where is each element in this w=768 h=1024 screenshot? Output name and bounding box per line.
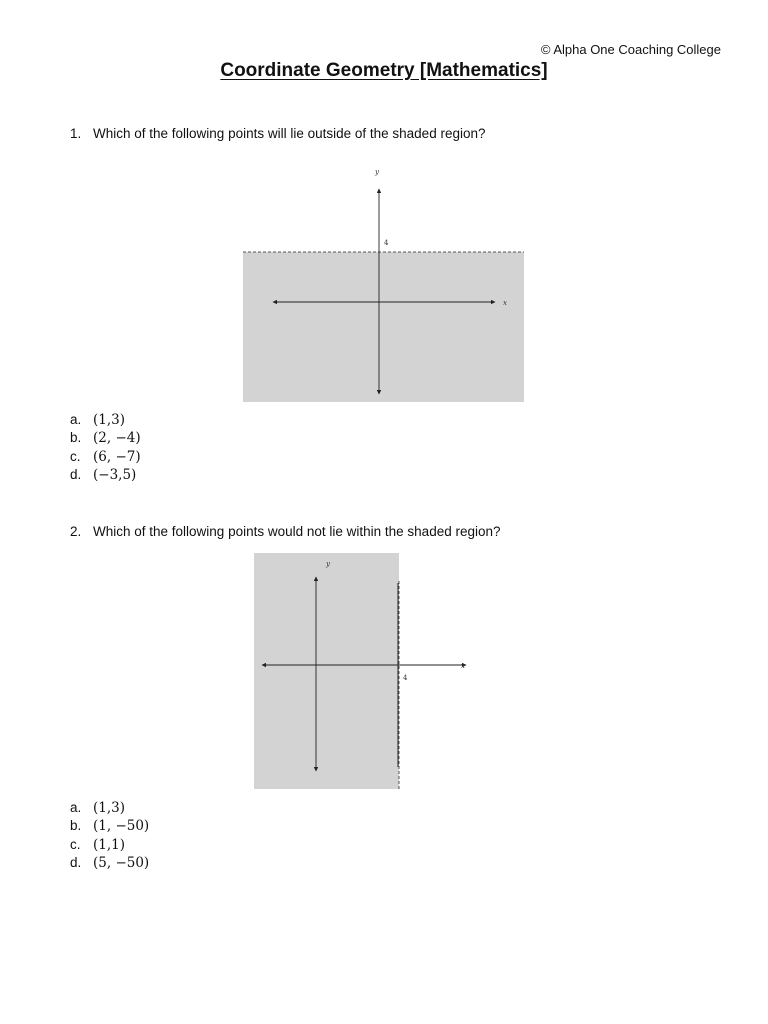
option-d[interactable]: d. (−3,5) xyxy=(70,466,137,483)
option-c[interactable]: c. (6, −7) xyxy=(70,448,141,465)
question-2-number: 2. xyxy=(70,524,82,539)
option-b[interactable]: b. (1, −50) xyxy=(70,818,150,835)
question-2-graph xyxy=(254,553,512,789)
question-1-text: Which of the following points will lie outside of the shaded region? xyxy=(93,126,486,141)
option-c[interactable]: c. (1,1) xyxy=(70,836,126,853)
question-2-options xyxy=(70,799,149,872)
boundary-value-label: 4 xyxy=(384,239,389,247)
question-2 xyxy=(70,524,501,539)
copyright-notice: © Alpha One Coaching College xyxy=(540,42,721,57)
question-1-number: 1. xyxy=(70,126,82,141)
option-d[interactable]: d. (5, −50) xyxy=(70,854,150,871)
question-1-graph xyxy=(243,157,524,402)
shaded-region xyxy=(243,252,524,402)
boundary-value-label: 4 xyxy=(403,674,408,682)
option-b[interactable]: b. (2, −4) xyxy=(70,430,141,447)
option-a[interactable]: a. (1,3) xyxy=(70,800,126,816)
option-a[interactable]: a. (1,3) xyxy=(70,412,126,428)
x-axis-label: x xyxy=(461,662,465,670)
question-1-options xyxy=(70,411,141,484)
y-axis-label: y xyxy=(326,560,330,568)
question-2-text: Which of the following points would not lie within the shaded region? xyxy=(93,524,501,539)
question-1 xyxy=(70,126,485,141)
shaded-region xyxy=(254,553,399,789)
y-axis-label: y xyxy=(375,168,379,176)
page-title: Coordinate Geometry [Mathematics] xyxy=(220,60,548,81)
x-axis-label: x xyxy=(503,299,507,307)
